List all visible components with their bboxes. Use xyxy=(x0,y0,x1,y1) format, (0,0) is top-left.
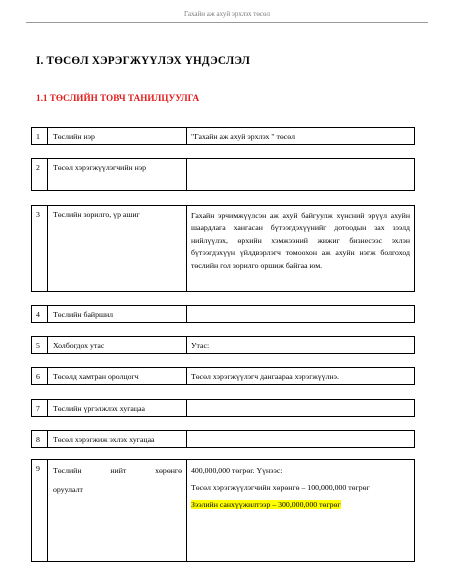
section-title: I. ТӨСӨЛ ХЭРЭГЖҮҮЛЭХ ҮНДЭСЛЭЛ xyxy=(36,55,251,67)
row-label: Төсөл хэрэгжүүлэгчийн нэр xyxy=(48,159,187,190)
investment-loan-highlighted: Зээлийн санхүүжилтээр – 300,000,000 төгрөг xyxy=(191,500,341,509)
row-number: 1 xyxy=(32,128,48,144)
table-row xyxy=(31,367,415,385)
row-value xyxy=(187,460,414,561)
table-row xyxy=(31,158,415,191)
table-row xyxy=(31,205,415,292)
row-label-line: оруулалт xyxy=(53,485,83,494)
table-row xyxy=(31,305,415,323)
row-number: 9 xyxy=(32,460,48,561)
table-row xyxy=(31,336,415,354)
row-number: 4 xyxy=(32,306,48,322)
row-number: 5 xyxy=(32,337,48,353)
table-row xyxy=(31,127,415,145)
page-header: Гахайн аж ахуй эрхлэх төсөл xyxy=(26,10,428,23)
table-row xyxy=(31,430,415,448)
row-label: Төслийн байршил xyxy=(48,306,187,322)
table-row xyxy=(31,459,415,562)
table-row xyxy=(31,399,415,417)
row-value xyxy=(187,159,414,190)
row-number: 2 xyxy=(32,159,48,190)
row-label: Төсөл хэрэгжиж эхлэх хугацаа xyxy=(48,431,187,447)
row-label: Төслийн зорилго, үр ашиг xyxy=(48,206,187,291)
investment-total: 400,000,000 төгрөг. Үүнээс: xyxy=(191,466,283,475)
subsection-title: 1.1 ТӨСЛИЙН ТОВЧ ТАНИЛЦУУЛГА xyxy=(36,93,200,103)
row-label-line: Төслийн нийт хөрөнгө xyxy=(53,466,182,475)
row-label: Төслийн үргэлжлэх хугацаа xyxy=(48,400,187,416)
row-value xyxy=(187,306,414,322)
investment-own-funds: Төсөл хэрэгжүүлэгчийн хөрөнгө – 100,000,000 төгрөг xyxy=(191,483,370,492)
row-value: Гахайн эрчимжүүлсэн аж ахуй байгуулж хүнсний эрүүл ахуйн шаардлага хангасан бүтээгдэхүүнийг дотоодын зах зээлд нийлүүлэх, өрхийн хэмжээний жижиг бизнесээс эхлэн бүтээгдэхүүн үйлдвэрлэгч томоохон аж ахуйн нэгж болгоход төслийн гол зорилго оршиж байгаа юм. xyxy=(191,211,410,270)
row-label: Холбогдох утас xyxy=(48,337,187,353)
row-label: Төсөлд хамтран оролцогч xyxy=(48,368,187,384)
row-number: 8 xyxy=(32,431,48,447)
row-label xyxy=(48,460,187,561)
row-number: 6 xyxy=(32,368,48,384)
row-value: Утас: xyxy=(191,341,210,350)
row-value: "Гахайн аж ахуй эрхлэх " төсөл xyxy=(191,132,295,141)
row-value xyxy=(187,431,414,447)
row-value xyxy=(187,400,414,416)
row-number: 7 xyxy=(32,400,48,416)
row-label: Төслийн нэр xyxy=(48,128,187,144)
row-value: Төсөл хэрэгжүүлэгч дангаараа хэрэгжүүлнэ. xyxy=(191,372,339,381)
row-number: 3 xyxy=(32,206,48,291)
